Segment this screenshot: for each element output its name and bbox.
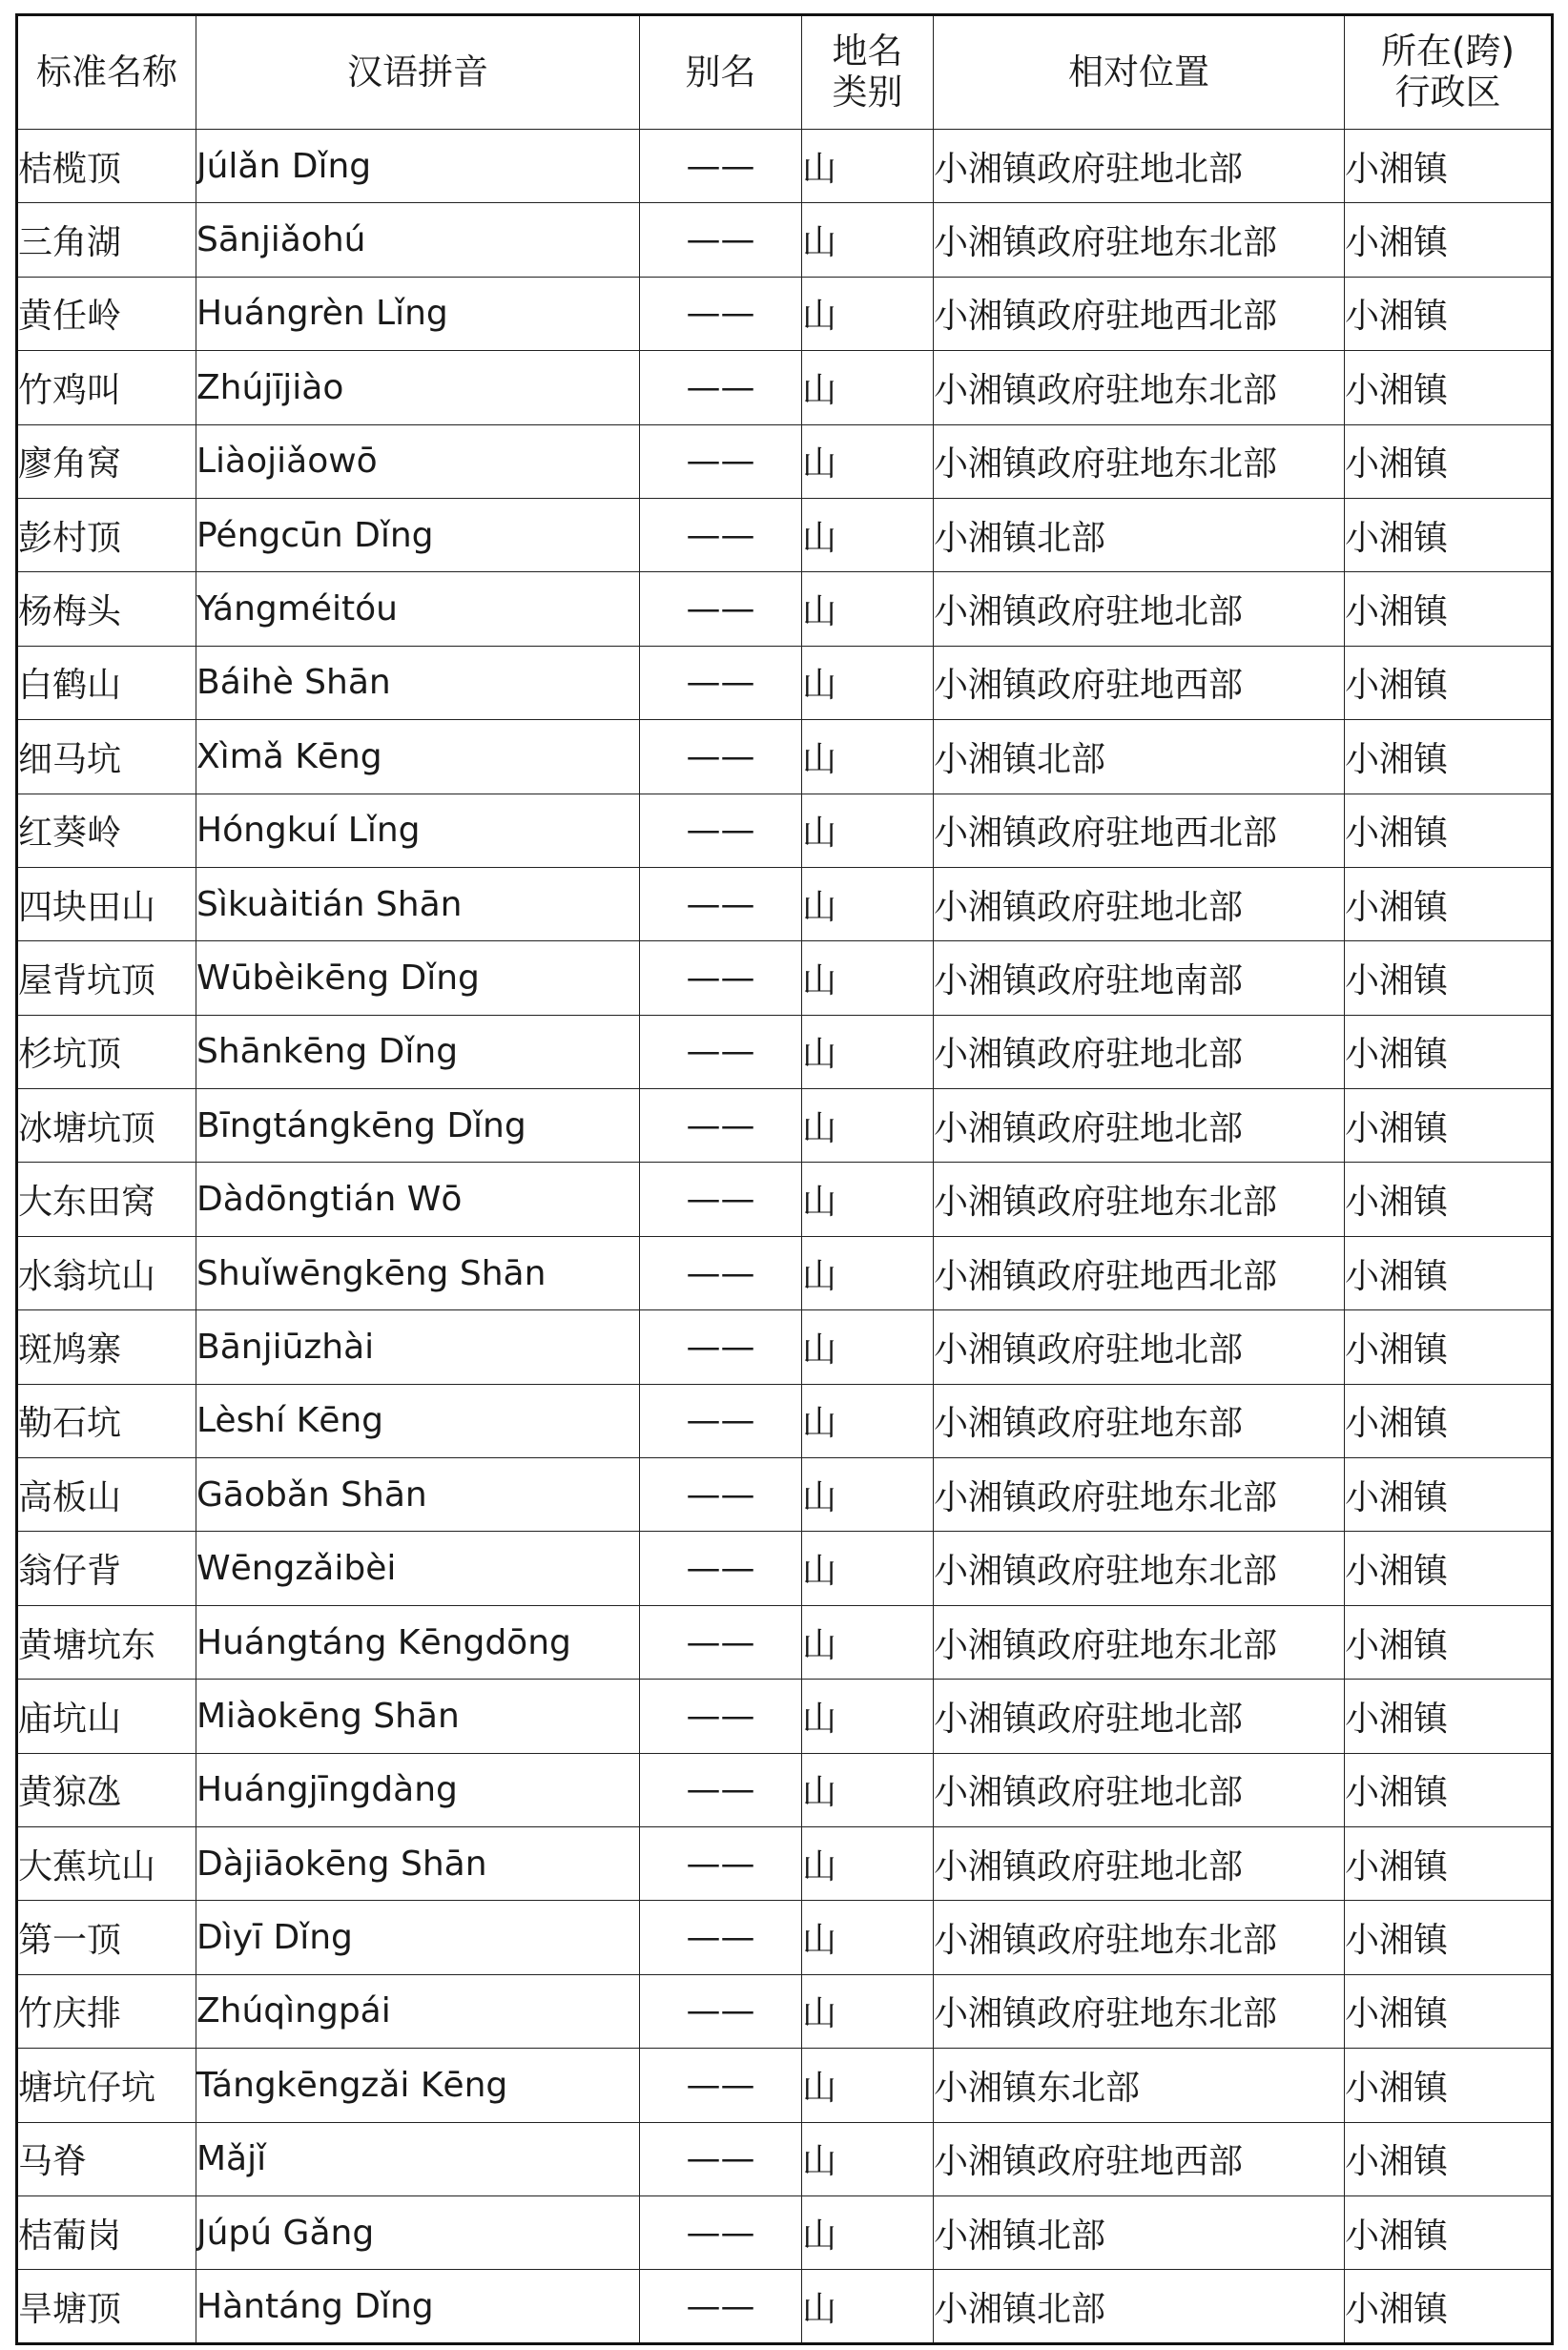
cell-category: 山: [802, 203, 934, 277]
cell-standard-name: 杨梅头: [17, 572, 196, 646]
table-row: [17, 646, 1553, 719]
cell-relative-position: 小湘镇政府驻地北部: [934, 1015, 1345, 1088]
cell-pinyin: Shānkēng Dǐng: [196, 1015, 640, 1088]
cell-category: 山: [802, 1163, 934, 1236]
cell-category: 山: [802, 277, 934, 350]
cell-relative-position: 小湘镇政府驻地西部: [934, 2122, 1345, 2195]
cell-relative-position: 小湘镇政府驻地东北部: [934, 1163, 1345, 1236]
cell-relative-position: 小湘镇政府驻地东北部: [934, 1458, 1345, 1532]
cell-standard-name: 黄塘坑东: [17, 1605, 196, 1679]
cell-category: 山: [802, 1458, 934, 1532]
cell-pinyin: Báihè Shān: [196, 646, 640, 719]
cell-pinyin: Bīngtángkēng Dǐng: [196, 1089, 640, 1163]
cell-pinyin: Yángméitóu: [196, 572, 640, 646]
cell-standard-name: 廖角窝: [17, 424, 196, 498]
cell-pinyin: Miàokēng Shān: [196, 1680, 640, 1753]
cell-pinyin: Huángrèn Lǐng: [196, 277, 640, 350]
table-row: [17, 1236, 1553, 1309]
cell-alias: ——: [640, 941, 802, 1015]
cell-admin-region: 小湘镇: [1345, 2049, 1553, 2122]
cell-standard-name: 竹鸡叫: [17, 351, 196, 424]
cell-alias: ——: [640, 1680, 802, 1753]
cell-standard-name: 水翁坑山: [17, 1236, 196, 1309]
cell-admin-region: 小湘镇: [1345, 646, 1553, 719]
header-category-line2: 类别: [832, 72, 903, 113]
cell-category: 山: [802, 498, 934, 571]
cell-alias: ——: [640, 1015, 802, 1088]
place-names-table: [15, 13, 1554, 2345]
cell-admin-region: 小湘镇: [1345, 2195, 1553, 2269]
cell-admin-region: 小湘镇: [1345, 1753, 1553, 1826]
cell-admin-region: 小湘镇: [1345, 941, 1553, 1015]
cell-admin-region: 小湘镇: [1345, 867, 1553, 940]
cell-pinyin: Shuǐwēngkēng Shān: [196, 1236, 640, 1309]
cell-relative-position: 小湘镇政府驻地北部: [934, 1310, 1345, 1384]
cell-category: 山: [802, 1384, 934, 1457]
table-row: [17, 424, 1553, 498]
cell-standard-name: 斑鸠寨: [17, 1310, 196, 1384]
cell-relative-position: 小湘镇北部: [934, 498, 1345, 571]
cell-relative-position: 小湘镇北部: [934, 2270, 1345, 2343]
cell-pinyin: Dàjiāokēng Shān: [196, 1826, 640, 1900]
header-category-line1: 地名: [832, 31, 903, 72]
table-body: [17, 130, 1553, 2344]
table-row: [17, 572, 1553, 646]
cell-relative-position: 小湘镇政府驻地北部: [934, 1089, 1345, 1163]
cell-category: 山: [802, 1753, 934, 1826]
cell-category: 山: [802, 2195, 934, 2269]
header-category: [802, 15, 934, 130]
cell-relative-position: 小湘镇政府驻地北部: [934, 1680, 1345, 1753]
cell-admin-region: 小湘镇: [1345, 130, 1553, 203]
header-standard-name: 标准名称: [17, 15, 196, 130]
cell-pinyin: Mǎjǐ: [196, 2122, 640, 2195]
cell-admin-region: 小湘镇: [1345, 1310, 1553, 1384]
cell-category: 山: [802, 1089, 934, 1163]
cell-standard-name: 庙坑山: [17, 1680, 196, 1753]
cell-alias: ——: [640, 720, 802, 794]
cell-category: 山: [802, 1015, 934, 1088]
header-relative-position: 相对位置: [934, 15, 1345, 130]
cell-admin-region: 小湘镇: [1345, 1901, 1553, 1974]
cell-relative-position: 小湘镇政府驻地西北部: [934, 1236, 1345, 1309]
cell-alias: ——: [640, 867, 802, 940]
cell-pinyin: Huángjīngdàng: [196, 1753, 640, 1826]
cell-alias: ——: [640, 2122, 802, 2195]
table-row: [17, 1384, 1553, 1457]
cell-pinyin: Wūbèikēng Dǐng: [196, 941, 640, 1015]
cell-category: 山: [802, 720, 934, 794]
cell-admin-region: 小湘镇: [1345, 498, 1553, 571]
cell-relative-position: 小湘镇北部: [934, 2195, 1345, 2269]
cell-relative-position: 小湘镇政府驻地东北部: [934, 1974, 1345, 2048]
cell-category: 山: [802, 794, 934, 867]
cell-category: 山: [802, 1532, 934, 1605]
table-row: [17, 2049, 1553, 2122]
table-row: [17, 1458, 1553, 1532]
cell-admin-region: 小湘镇: [1345, 351, 1553, 424]
cell-alias: ——: [640, 351, 802, 424]
cell-pinyin: Dìyī Dǐng: [196, 1901, 640, 1974]
cell-standard-name: 大东田窝: [17, 1163, 196, 1236]
cell-standard-name: 细马坑: [17, 720, 196, 794]
table-row: [17, 720, 1553, 794]
cell-standard-name: 黄任岭: [17, 277, 196, 350]
cell-pinyin: Sìkuàitián Shān: [196, 867, 640, 940]
cell-relative-position: 小湘镇政府驻地北部: [934, 867, 1345, 940]
cell-admin-region: 小湘镇: [1345, 1605, 1553, 1679]
cell-category: 山: [802, 646, 934, 719]
cell-admin-region: 小湘镇: [1345, 1089, 1553, 1163]
cell-standard-name: 屋背坑顶: [17, 941, 196, 1015]
table-row: [17, 130, 1553, 203]
cell-alias: ——: [640, 424, 802, 498]
table-row: [17, 1310, 1553, 1384]
cell-relative-position: 小湘镇政府驻地南部: [934, 941, 1345, 1015]
cell-alias: ——: [640, 203, 802, 277]
cell-alias: ——: [640, 1384, 802, 1457]
cell-alias: ——: [640, 1901, 802, 1974]
cell-standard-name: 马脊: [17, 2122, 196, 2195]
cell-alias: ——: [640, 572, 802, 646]
cell-relative-position: 小湘镇政府驻地北部: [934, 1753, 1345, 1826]
cell-category: 山: [802, 1236, 934, 1309]
cell-relative-position: 小湘镇政府驻地东北部: [934, 1901, 1345, 1974]
cell-relative-position: 小湘镇东北部: [934, 2049, 1345, 2122]
cell-alias: ——: [640, 2270, 802, 2343]
cell-standard-name: 杉坑顶: [17, 1015, 196, 1088]
cell-category: 山: [802, 1310, 934, 1384]
table-row: [17, 351, 1553, 424]
cell-admin-region: 小湘镇: [1345, 1826, 1553, 1900]
table-row: [17, 1826, 1553, 1900]
cell-pinyin: Júlǎn Dǐng: [196, 130, 640, 203]
cell-standard-name: 塘坑仔坑: [17, 2049, 196, 2122]
table-row: [17, 1015, 1553, 1088]
cell-standard-name: 桔葡岗: [17, 2195, 196, 2269]
table-row: [17, 2270, 1553, 2343]
table-row: [17, 1753, 1553, 1826]
table-row: [17, 794, 1553, 867]
cell-standard-name: 大蕉坑山: [17, 1826, 196, 1900]
cell-alias: ——: [640, 1458, 802, 1532]
cell-alias: ——: [640, 130, 802, 203]
table-row: [17, 1605, 1553, 1679]
cell-standard-name: 竹庆排: [17, 1974, 196, 2048]
cell-pinyin: Wēngzǎibèi: [196, 1532, 640, 1605]
cell-standard-name: 桔榄顶: [17, 130, 196, 203]
cell-admin-region: 小湘镇: [1345, 2122, 1553, 2195]
header-alias: 别名: [640, 15, 802, 130]
header-row: [17, 15, 1553, 130]
table-row: [17, 1901, 1553, 1974]
cell-alias: ——: [640, 1974, 802, 2048]
table-row: [17, 867, 1553, 940]
header-admin-line1: 所在(跨): [1381, 31, 1515, 72]
cell-category: 山: [802, 351, 934, 424]
cell-admin-region: 小湘镇: [1345, 424, 1553, 498]
cell-category: 山: [802, 1974, 934, 2048]
cell-alias: ——: [640, 1753, 802, 1826]
table-row: [17, 2195, 1553, 2269]
cell-category: 山: [802, 1605, 934, 1679]
table-row: [17, 1680, 1553, 1753]
cell-relative-position: 小湘镇政府驻地东北部: [934, 1605, 1345, 1679]
cell-standard-name: 旱塘顶: [17, 2270, 196, 2343]
header-admin-line2: 行政区: [1394, 72, 1501, 113]
cell-alias: ——: [640, 2195, 802, 2269]
cell-admin-region: 小湘镇: [1345, 1458, 1553, 1532]
cell-pinyin: Hóngkuí Lǐng: [196, 794, 640, 867]
cell-standard-name: 黄猄氹: [17, 1753, 196, 1826]
cell-relative-position: 小湘镇政府驻地东北部: [934, 203, 1345, 277]
cell-alias: ——: [640, 646, 802, 719]
cell-category: 山: [802, 941, 934, 1015]
cell-admin-region: 小湘镇: [1345, 203, 1553, 277]
cell-alias: ——: [640, 2049, 802, 2122]
cell-standard-name: 第一顶: [17, 1901, 196, 1974]
cell-pinyin: Sānjiǎohú: [196, 203, 640, 277]
cell-pinyin: Tángkēngzǎi Kēng: [196, 2049, 640, 2122]
cell-standard-name: 四块田山: [17, 867, 196, 940]
cell-alias: ——: [640, 1089, 802, 1163]
table-row: [17, 1163, 1553, 1236]
cell-admin-region: 小湘镇: [1345, 1163, 1553, 1236]
cell-pinyin: Gāobǎn Shān: [196, 1458, 640, 1532]
cell-admin-region: 小湘镇: [1345, 1236, 1553, 1309]
cell-admin-region: 小湘镇: [1345, 1680, 1553, 1753]
cell-category: 山: [802, 572, 934, 646]
cell-relative-position: 小湘镇政府驻地北部: [934, 1826, 1345, 1900]
cell-pinyin: Zhúqìngpái: [196, 1974, 640, 2048]
cell-relative-position: 小湘镇北部: [934, 720, 1345, 794]
table-row: [17, 1089, 1553, 1163]
cell-admin-region: 小湘镇: [1345, 1974, 1553, 2048]
table-row: [17, 277, 1553, 350]
table-row: [17, 203, 1553, 277]
cell-admin-region: 小湘镇: [1345, 1384, 1553, 1457]
cell-admin-region: 小湘镇: [1345, 1532, 1553, 1605]
cell-alias: ——: [640, 1310, 802, 1384]
cell-relative-position: 小湘镇政府驻地西部: [934, 646, 1345, 719]
header-admin-region: [1345, 15, 1553, 130]
cell-pinyin: Dàdōngtián Wō: [196, 1163, 640, 1236]
table-row: [17, 941, 1553, 1015]
cell-admin-region: 小湘镇: [1345, 720, 1553, 794]
cell-alias: ——: [640, 1236, 802, 1309]
cell-pinyin: Huángtáng Kēngdōng: [196, 1605, 640, 1679]
cell-admin-region: 小湘镇: [1345, 2270, 1553, 2343]
cell-admin-region: 小湘镇: [1345, 572, 1553, 646]
table-row: [17, 1974, 1553, 2048]
header-pinyin: 汉语拼音: [196, 15, 640, 130]
cell-standard-name: 翁仔背: [17, 1532, 196, 1605]
cell-category: 山: [802, 130, 934, 203]
cell-relative-position: 小湘镇政府驻地东北部: [934, 1532, 1345, 1605]
cell-pinyin: Xìmǎ Kēng: [196, 720, 640, 794]
cell-standard-name: 高板山: [17, 1458, 196, 1532]
cell-pinyin: Péngcūn Dǐng: [196, 498, 640, 571]
cell-standard-name: 彭村顶: [17, 498, 196, 571]
cell-admin-region: 小湘镇: [1345, 277, 1553, 350]
cell-relative-position: 小湘镇政府驻地东部: [934, 1384, 1345, 1457]
table-row: [17, 2122, 1553, 2195]
cell-category: 山: [802, 424, 934, 498]
cell-category: 山: [802, 2049, 934, 2122]
cell-pinyin: Zhújījiào: [196, 351, 640, 424]
cell-category: 山: [802, 867, 934, 940]
cell-pinyin: Júpú Gǎng: [196, 2195, 640, 2269]
cell-standard-name: 冰塘坑顶: [17, 1089, 196, 1163]
cell-pinyin: Bānjiūzhài: [196, 1310, 640, 1384]
cell-standard-name: 红葵岭: [17, 794, 196, 867]
cell-alias: ——: [640, 794, 802, 867]
cell-relative-position: 小湘镇政府驻地西北部: [934, 277, 1345, 350]
cell-alias: ——: [640, 1605, 802, 1679]
cell-category: 山: [802, 2122, 934, 2195]
cell-admin-region: 小湘镇: [1345, 1015, 1553, 1088]
cell-alias: ——: [640, 498, 802, 571]
cell-alias: ——: [640, 1826, 802, 1900]
cell-relative-position: 小湘镇政府驻地东北部: [934, 351, 1345, 424]
cell-pinyin: Hàntáng Dǐng: [196, 2270, 640, 2343]
table-row: [17, 498, 1553, 571]
cell-standard-name: 勒石坑: [17, 1384, 196, 1457]
cell-alias: ——: [640, 277, 802, 350]
cell-admin-region: 小湘镇: [1345, 794, 1553, 867]
cell-category: 山: [802, 1826, 934, 1900]
cell-category: 山: [802, 1901, 934, 1974]
cell-relative-position: 小湘镇政府驻地北部: [934, 130, 1345, 203]
cell-relative-position: 小湘镇政府驻地西北部: [934, 794, 1345, 867]
cell-standard-name: 三角湖: [17, 203, 196, 277]
cell-relative-position: 小湘镇政府驻地东北部: [934, 424, 1345, 498]
cell-relative-position: 小湘镇政府驻地北部: [934, 572, 1345, 646]
cell-pinyin: Lèshí Kēng: [196, 1384, 640, 1457]
cell-standard-name: 白鹤山: [17, 646, 196, 719]
cell-alias: ——: [640, 1163, 802, 1236]
table-row: [17, 1532, 1553, 1605]
cell-category: 山: [802, 2270, 934, 2343]
cell-pinyin: Liàojiǎowō: [196, 424, 640, 498]
cell-category: 山: [802, 1680, 934, 1753]
cell-alias: ——: [640, 1532, 802, 1605]
